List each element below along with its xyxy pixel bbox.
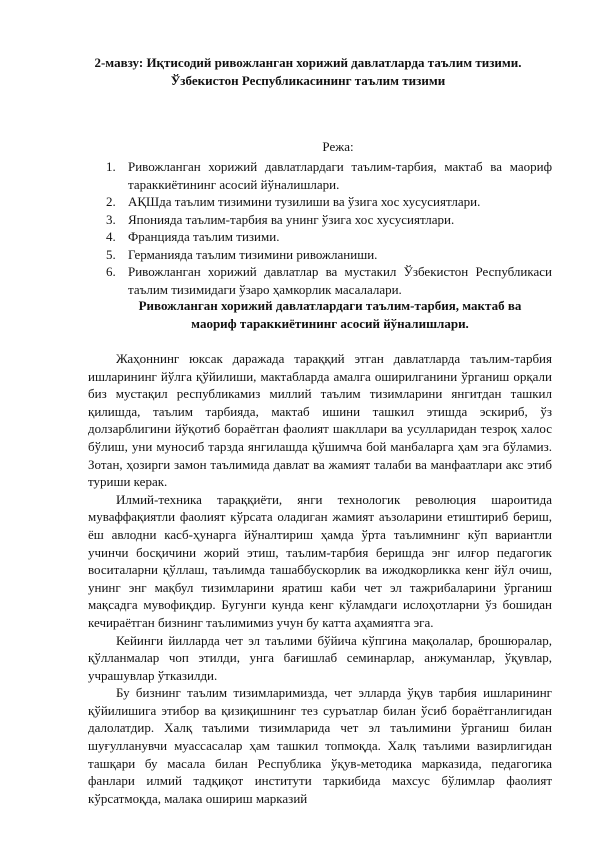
plan-item-number: 4. xyxy=(106,229,116,244)
plan-item-text: Германияда таълим тизимини ривожланиши. xyxy=(128,246,378,262)
section-title-line-1: Ривожланган хорижий давлатлардаги таълим-тарбия, мактаб ва xyxy=(138,298,522,313)
paragraph: Илмий-техника тараққиёти, янги технологик революция шароитида муваффақиятли фаолият кўрсата оладиган жамият аъзоларини етиштириб бериш, ёш авлодни касб-ҳунарга йўналтириш ҳамда ўрта таълимнинг кўп вариантли учинчи босқичини жорий этиш, таълим-тарбия беришда энг илғор педагогик воситаларни қўллаш, таълимда ташаббускорлик ва ижодкорликка кенг йўл очиш, унинг энг мақбул тизимларини яратиш каби чет эл тажрибаларини ўрганиш мақсадга мувофиқдир. Бугунги кунда кенг кўламдаги ислоҳотларни ўз бошидан кечираётган бизнинг таълимимиз учун бу катта аҳамиятга эга. xyxy=(88,491,552,630)
plan-item-text: Францияда таълим тизими. xyxy=(128,229,280,244)
plan-item xyxy=(106,263,552,298)
section-title-line-2: маориф тараккиётининг асосий йўналишлари. xyxy=(191,316,469,331)
plan-item xyxy=(106,211,552,229)
plan-item-number: 3. xyxy=(106,211,116,227)
plan-item-number: 6. xyxy=(106,264,116,279)
plan-item xyxy=(106,246,552,264)
plan-item-text: Ривожланган хорижий давлатлар ва мустакил Ўзбекистон Республикаси таълим тизимидаги ўзаро ҳамкорлик масалалари. xyxy=(128,264,552,297)
title-line-2: Ўзбекистон Республикасининг таълим тизими xyxy=(170,73,446,88)
paragraph: Жаҳоннинг юксак даражада тараққий этган давлатларда таълим-тарбия ишларининг йўлга қўйилиши, мактабларда амалга оширилганини ўрганиш орқали биз мустақил республикамиз миллий таълим тизимларини янгитдан ташкил қилишда, таълим тарбияда, мактаб ишини ташкил этишда эскириб, ўз долзарблигини йўқотиб бораётган фаолият шакллари ва усулларидан тезроқ халос бўлиш, уни муносиб тарзда янгилашда қўшимча бой манбаларга ҳам эга бўламиз. Зотан, ҳозирги замон таълимида давлат ва жамият талаби ва манфаатлари акс этиб туриши керак. xyxy=(88,351,552,490)
plan-item-number: 1. xyxy=(106,159,116,174)
plan-item-number: 2. xyxy=(106,194,116,209)
document-title xyxy=(88,54,528,90)
title-line-1: 2-мавзу: Иқтисодий ривожланган хорижий давлатларда таълим тизими. xyxy=(94,55,522,70)
plan-item-text: Ривожланган хорижий давлатлардаги таълим-тарбия, мактаб ва маориф тараккиётининг асосий йўналишлари. xyxy=(128,159,552,192)
plan-item-text: АҚШда таълим тизимини тузилиши ва ўзига хос хусусиятлари. xyxy=(128,194,481,209)
plan-item-number: 5. xyxy=(106,246,116,262)
section-title xyxy=(120,297,540,333)
plan-item xyxy=(106,193,552,211)
paragraph: Кейинги йилларда чет эл таълими бўйича кўпгина мақолалар, брошюралар, қўлланмалар чоп этилди, унга бағишлаб семинарлар, анжуманлар, ўқувлар, учрашувлар ўтказилди. xyxy=(88,632,552,683)
plan-item-text: Японияда таълим-тарбия ва унинг ўзига хос хусусиятлари. xyxy=(128,211,455,227)
plan-item xyxy=(106,158,552,193)
plan-item xyxy=(106,228,552,246)
plan-list xyxy=(106,158,552,298)
body-text xyxy=(88,350,552,807)
paragraph: Бу бизнинг таълим тизимларимизда, чет элларда ўқув тарбия ишларининг қўйилишига этибор ва қизиқишнинг тез суръатлар билан ўсиб бораётганлигидан далолатдир. Халқ таълими тизимларида чет эл таълимини ўрганиш билан шуғулланувчи муассасалар ҳам ташкил топмоқда. Халқ таълими вазирлигидан ташқари бу масала билан Республика ўқув-методика марказида, педагогика фанлари илмий тадқиқот институти таркибида махсус бўлимлар фаолият кўрсатмоқда, малака ошириш марказий xyxy=(88,685,552,806)
plan-heading: Режа: xyxy=(322,139,354,154)
